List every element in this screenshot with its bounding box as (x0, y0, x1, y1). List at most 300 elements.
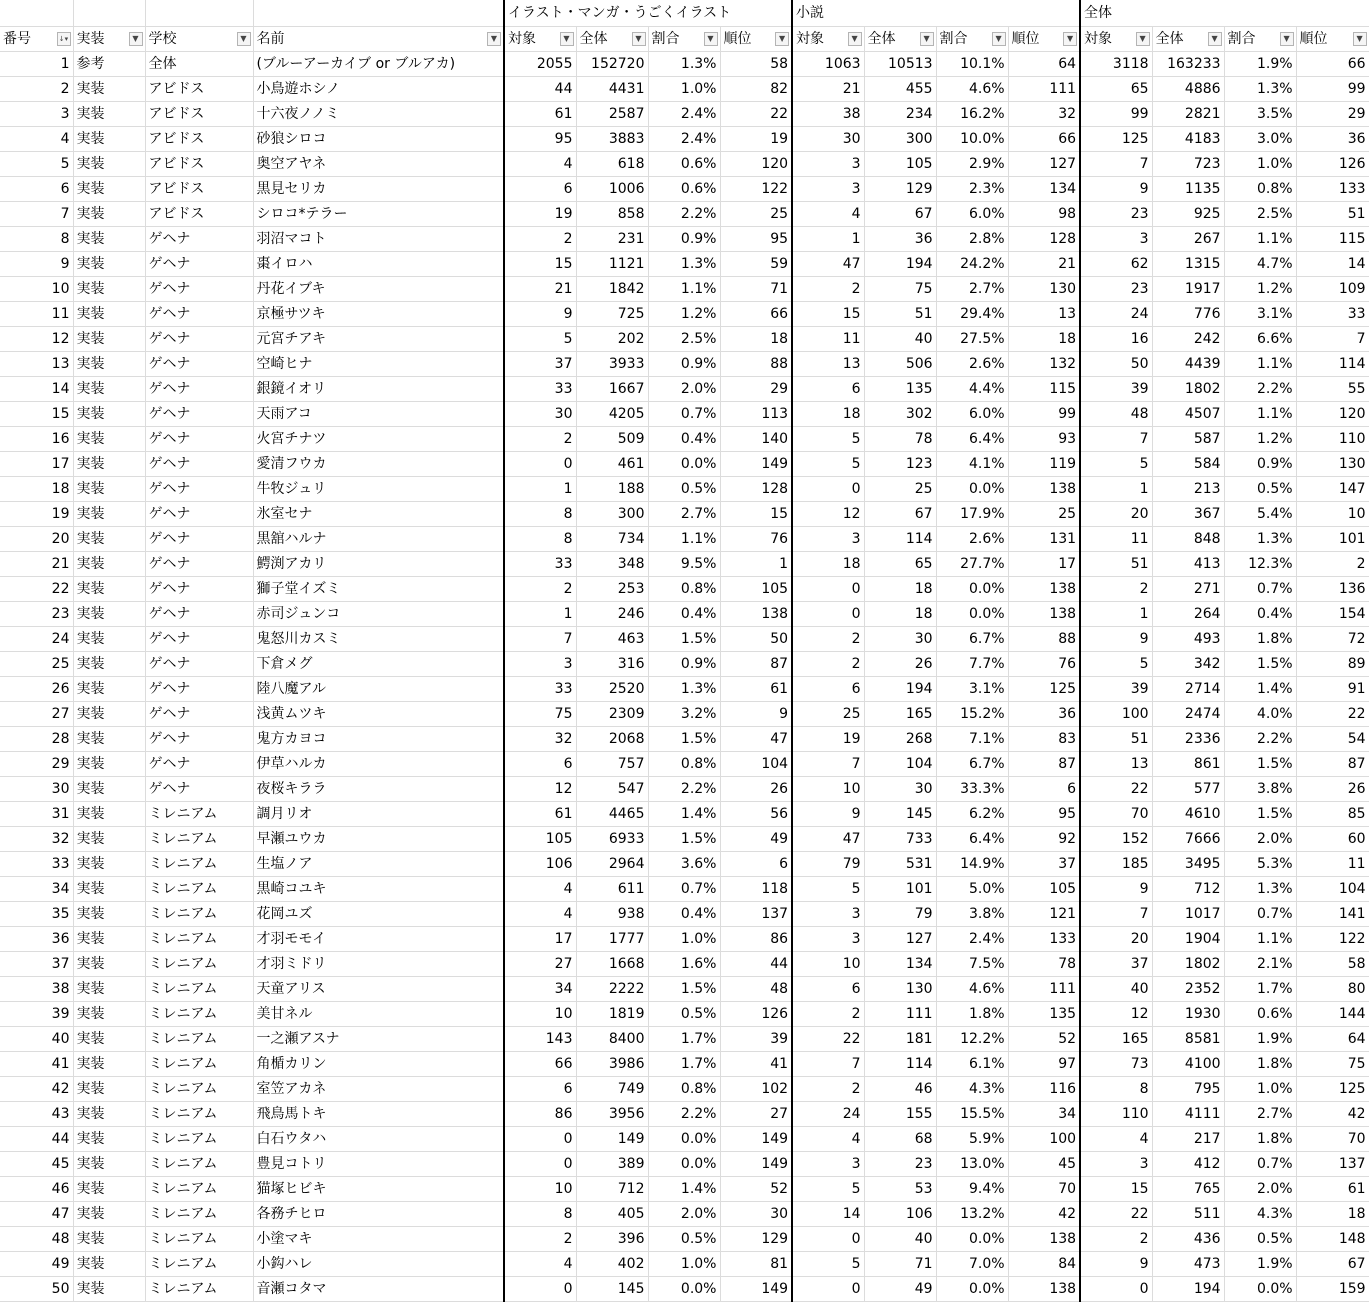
column-header[interactable] (1008, 27, 1080, 52)
table-cell[interactable]: 165 (1080, 1027, 1152, 1052)
table-cell[interactable]: 6 (792, 377, 864, 402)
table-cell[interactable]: 102 (720, 1077, 792, 1102)
table-cell[interactable]: 1315 (1152, 252, 1224, 277)
table-cell[interactable]: 5 (792, 427, 864, 452)
table-cell[interactable]: 185 (1080, 852, 1152, 877)
table-cell[interactable]: 0.4% (1224, 602, 1296, 627)
table-cell[interactable]: 129 (864, 177, 936, 202)
table-cell[interactable]: 実装 (73, 1252, 145, 1277)
table-cell[interactable]: 2352 (1152, 977, 1224, 1002)
table-cell[interactable]: ミレニアム (145, 802, 253, 827)
table-cell[interactable]: 402 (576, 1252, 648, 1277)
table-cell[interactable]: 33 (1296, 302, 1369, 327)
table-cell[interactable]: 29 (1296, 102, 1369, 127)
table-cell[interactable]: 愛清フウカ (253, 452, 504, 477)
table-cell[interactable]: 3 (1080, 1152, 1152, 1177)
table-cell[interactable]: 30 (0, 777, 73, 802)
table-cell[interactable]: 1819 (576, 1002, 648, 1027)
table-cell[interactable]: 50 (0, 1277, 73, 1302)
table-cell[interactable]: 小鈎ハレ (253, 1252, 504, 1277)
table-cell[interactable]: 194 (864, 252, 936, 277)
table-cell[interactable]: ゲヘナ (145, 702, 253, 727)
table-cell[interactable]: ゲヘナ (145, 227, 253, 252)
table-cell[interactable]: 20 (1080, 927, 1152, 952)
table-cell[interactable]: 22 (0, 577, 73, 602)
table-cell[interactable]: 99 (1296, 77, 1369, 102)
table-cell[interactable]: アビドス (145, 127, 253, 152)
table-cell[interactable]: 元宮チアキ (253, 327, 504, 352)
table-cell[interactable]: ゲヘナ (145, 552, 253, 577)
table-cell[interactable]: 実装 (73, 527, 145, 552)
table-cell[interactable]: 47 (792, 252, 864, 277)
table-cell[interactable]: 2.5% (648, 327, 720, 352)
table-cell[interactable]: 111 (864, 1002, 936, 1027)
table-cell[interactable]: 23 (0, 602, 73, 627)
table-cell[interactable]: 15 (0, 402, 73, 427)
table-cell[interactable]: 242 (1152, 327, 1224, 352)
table-cell[interactable]: 2336 (1152, 727, 1224, 752)
table-cell[interactable]: 実装 (73, 177, 145, 202)
table-cell[interactable]: 4 (504, 152, 576, 177)
table-cell[interactable]: ゲヘナ (145, 577, 253, 602)
table-cell[interactable]: 35 (0, 902, 73, 927)
table-cell[interactable]: 114 (864, 527, 936, 552)
table-cell[interactable]: 11 (0, 302, 73, 327)
table-cell[interactable]: 253 (576, 577, 648, 602)
table-cell[interactable]: 7 (1296, 327, 1369, 352)
table-cell[interactable]: 4111 (1152, 1102, 1224, 1127)
table-cell[interactable]: 84 (1008, 1252, 1080, 1277)
table-cell[interactable]: アビドス (145, 202, 253, 227)
table-cell[interactable]: 猫塚ヒビキ (253, 1177, 504, 1202)
table-cell[interactable]: 29.4% (936, 302, 1008, 327)
table-cell[interactable]: 12 (1080, 1002, 1152, 1027)
table-cell[interactable]: 8 (0, 227, 73, 252)
table-cell[interactable]: 67 (864, 202, 936, 227)
table-cell[interactable]: 66 (1008, 127, 1080, 152)
table-cell[interactable]: 3 (792, 927, 864, 952)
table-cell[interactable]: 12 (792, 502, 864, 527)
table-cell[interactable]: 4 (504, 1252, 576, 1277)
table-cell[interactable]: ゲヘナ (145, 602, 253, 627)
table-cell[interactable]: 115 (1008, 377, 1080, 402)
table-cell[interactable]: 25 (1008, 502, 1080, 527)
table-cell[interactable]: 夜桜キララ (253, 777, 504, 802)
table-cell[interactable]: 0.0% (936, 1277, 1008, 1302)
table-cell[interactable]: 130 (1296, 452, 1369, 477)
table-cell[interactable]: ゲヘナ (145, 652, 253, 677)
table-cell[interactable]: 267 (1152, 227, 1224, 252)
table-cell[interactable]: 13 (792, 352, 864, 377)
table-cell[interactable]: 132 (1008, 352, 1080, 377)
table-cell[interactable]: 0.7% (1224, 1152, 1296, 1177)
table-cell[interactable]: 2309 (576, 702, 648, 727)
table-cell[interactable]: 49 (0, 1252, 73, 1277)
table-cell[interactable]: 10.1% (936, 52, 1008, 77)
table-cell[interactable]: 733 (864, 827, 936, 852)
table-cell[interactable]: ミレニアム (145, 1252, 253, 1277)
table-cell[interactable]: 106 (864, 1202, 936, 1227)
table-cell[interactable]: 2.4% (648, 102, 720, 127)
table-cell[interactable]: 実装 (73, 977, 145, 1002)
table-cell[interactable]: 0.0% (936, 602, 1008, 627)
table-cell[interactable]: 473 (1152, 1252, 1224, 1277)
table-cell[interactable]: 98 (1008, 202, 1080, 227)
table-cell[interactable]: 60 (1296, 827, 1369, 852)
table-cell[interactable]: 18 (0, 477, 73, 502)
table-cell[interactable]: 122 (720, 177, 792, 202)
table-cell[interactable]: 17 (0, 452, 73, 477)
table-cell[interactable]: 3 (1080, 227, 1152, 252)
table-cell[interactable]: 5 (792, 1252, 864, 1277)
filter-dropdown-icon[interactable]: ▼ (632, 32, 646, 46)
table-cell[interactable]: ミレニアム (145, 1202, 253, 1227)
table-cell[interactable]: 59 (720, 252, 792, 277)
table-cell[interactable]: 実装 (73, 727, 145, 752)
table-cell[interactable]: 76 (1008, 652, 1080, 677)
table-cell[interactable]: 白石ウタハ (253, 1127, 504, 1152)
table-cell[interactable]: 27.5% (936, 327, 1008, 352)
table-cell[interactable]: 100 (1080, 702, 1152, 727)
table-cell[interactable]: 2 (504, 577, 576, 602)
table-cell[interactable]: 23 (1080, 277, 1152, 302)
table-cell[interactable]: 130 (864, 977, 936, 1002)
table-cell[interactable]: 4.3% (1224, 1202, 1296, 1227)
table-cell[interactable]: 1904 (1152, 927, 1224, 952)
table-cell[interactable]: 140 (720, 427, 792, 452)
table-cell[interactable]: 36 (864, 227, 936, 252)
table-cell[interactable]: 37 (504, 352, 576, 377)
table-cell[interactable]: 70 (1296, 1127, 1369, 1152)
table-cell[interactable]: 獅子堂イズミ (253, 577, 504, 602)
table-cell[interactable]: 95 (1008, 802, 1080, 827)
table-cell[interactable]: 147 (1296, 477, 1369, 502)
table-cell[interactable]: 美甘ネル (253, 1002, 504, 1027)
table-cell[interactable]: 4431 (576, 77, 648, 102)
table-cell[interactable]: 118 (720, 877, 792, 902)
table-cell[interactable]: 66 (1296, 52, 1369, 77)
table-cell[interactable]: 88 (1008, 627, 1080, 652)
table-cell[interactable]: 51 (1080, 552, 1152, 577)
table-cell[interactable]: 全体 (145, 52, 253, 77)
table-cell[interactable]: 73 (1080, 1052, 1152, 1077)
table-cell[interactable]: 163233 (1152, 52, 1224, 77)
table-cell[interactable]: 246 (576, 602, 648, 627)
table-cell[interactable]: 3.2% (648, 702, 720, 727)
table-cell[interactable]: 各務チヒロ (253, 1202, 504, 1227)
table-cell[interactable]: 15.2% (936, 702, 1008, 727)
table-cell[interactable]: 4 (792, 1127, 864, 1152)
table-cell[interactable]: 18 (1008, 327, 1080, 352)
table-cell[interactable]: 12 (504, 777, 576, 802)
table-cell[interactable]: 61 (504, 802, 576, 827)
table-cell[interactable]: 6 (1008, 777, 1080, 802)
table-cell[interactable]: 128 (1008, 227, 1080, 252)
table-cell[interactable]: 2821 (1152, 102, 1224, 127)
table-cell[interactable]: 6 (720, 852, 792, 877)
table-cell[interactable]: 3.0% (1224, 127, 1296, 152)
table-cell[interactable]: 611 (576, 877, 648, 902)
table-cell[interactable]: 1.2% (1224, 277, 1296, 302)
table-cell[interactable]: 39 (0, 1002, 73, 1027)
table-cell[interactable]: ゲヘナ (145, 302, 253, 327)
table-cell[interactable]: 1017 (1152, 902, 1224, 927)
table-cell[interactable]: 実装 (73, 602, 145, 627)
table-cell[interactable]: 18 (864, 577, 936, 602)
table-cell[interactable]: 18 (792, 552, 864, 577)
table-cell[interactable]: 34 (1008, 1102, 1080, 1127)
table-cell[interactable]: 8 (504, 527, 576, 552)
table-cell[interactable]: 734 (576, 527, 648, 552)
table-cell[interactable]: 14 (1296, 252, 1369, 277)
table-cell[interactable]: 79 (864, 902, 936, 927)
table-cell[interactable]: 0.0% (1224, 1277, 1296, 1302)
table-cell[interactable]: 24.2% (936, 252, 1008, 277)
table-cell[interactable]: 61 (504, 102, 576, 127)
table-cell[interactable]: 58 (1296, 952, 1369, 977)
table-cell[interactable]: 1.2% (648, 302, 720, 327)
table-cell[interactable]: 銀鏡イオリ (253, 377, 504, 402)
column-header[interactable] (576, 27, 648, 52)
table-cell[interactable]: 実装 (73, 827, 145, 852)
table-cell[interactable]: 1.3% (1224, 877, 1296, 902)
table-cell[interactable]: ミレニアム (145, 1102, 253, 1127)
table-cell[interactable]: 18 (1296, 1202, 1369, 1227)
table-cell[interactable]: 618 (576, 152, 648, 177)
table-cell[interactable]: 148 (1296, 1227, 1369, 1252)
table-cell[interactable]: 181 (864, 1027, 936, 1052)
table-cell[interactable]: 4.1% (936, 452, 1008, 477)
table-cell[interactable]: ミレニアム (145, 1277, 253, 1302)
table-cell[interactable]: 2.3% (936, 177, 1008, 202)
table-cell[interactable]: 217 (1152, 1127, 1224, 1152)
table-cell[interactable]: 1.5% (648, 827, 720, 852)
column-header[interactable] (1152, 27, 1224, 52)
table-cell[interactable]: 0.5% (648, 1227, 720, 1252)
table-cell[interactable]: 2 (504, 227, 576, 252)
table-cell[interactable]: 154 (1296, 602, 1369, 627)
table-cell[interactable]: 15.5% (936, 1102, 1008, 1127)
table-cell[interactable]: 1 (1080, 477, 1152, 502)
table-cell[interactable]: 0 (504, 1277, 576, 1302)
table-cell[interactable]: 1.5% (1224, 752, 1296, 777)
table-cell[interactable]: 30 (504, 402, 576, 427)
table-cell[interactable]: 231 (576, 227, 648, 252)
table-cell[interactable]: 48 (720, 977, 792, 1002)
table-cell[interactable]: 一之瀬アスナ (253, 1027, 504, 1052)
table-cell[interactable]: 0.5% (1224, 1227, 1296, 1252)
table-cell[interactable]: 33 (504, 552, 576, 577)
table-cell[interactable]: 114 (1296, 352, 1369, 377)
table-cell[interactable]: 776 (1152, 302, 1224, 327)
table-cell[interactable]: 3 (792, 902, 864, 927)
table-cell[interactable]: 2 (1080, 1227, 1152, 1252)
table-cell[interactable]: ゲヘナ (145, 677, 253, 702)
table-cell[interactable]: 8581 (1152, 1027, 1224, 1052)
table-cell[interactable]: 26 (720, 777, 792, 802)
table-cell[interactable]: 9 (1080, 1252, 1152, 1277)
table-cell[interactable]: 6.2% (936, 802, 1008, 827)
filter-dropdown-icon[interactable]: ▼ (1063, 32, 1077, 46)
table-cell[interactable]: 54 (1296, 727, 1369, 752)
table-cell[interactable]: 75 (864, 277, 936, 302)
table-cell[interactable]: 584 (1152, 452, 1224, 477)
table-cell[interactable]: 黒見セリカ (253, 177, 504, 202)
table-cell[interactable]: 浅黄ムツキ (253, 702, 504, 727)
table-cell[interactable]: 141 (1296, 902, 1369, 927)
table-cell[interactable]: 鬼方カヨコ (253, 727, 504, 752)
table-cell[interactable]: 1.0% (1224, 1077, 1296, 1102)
table-cell[interactable]: 0.0% (936, 1227, 1008, 1252)
table-cell[interactable]: 2222 (576, 977, 648, 1002)
table-cell[interactable]: ゲヘナ (145, 327, 253, 352)
table-cell[interactable]: 4183 (1152, 127, 1224, 152)
table-cell[interactable]: 実装 (73, 1177, 145, 1202)
table-cell[interactable]: ミレニアム (145, 877, 253, 902)
table-cell[interactable]: 10.0% (936, 127, 1008, 152)
table-cell[interactable]: 5 (792, 452, 864, 477)
table-cell[interactable]: 39 (1080, 677, 1152, 702)
table-cell[interactable]: 78 (864, 427, 936, 452)
table-cell[interactable]: 0.4% (648, 602, 720, 627)
table-cell[interactable]: 才羽モモイ (253, 927, 504, 952)
table-cell[interactable]: 120 (720, 152, 792, 177)
column-header[interactable] (504, 27, 576, 52)
table-cell[interactable]: 0.7% (648, 402, 720, 427)
table-cell[interactable]: 27 (0, 702, 73, 727)
table-cell[interactable]: 95 (720, 227, 792, 252)
table-cell[interactable]: 21 (0, 552, 73, 577)
table-cell[interactable]: 実装 (73, 677, 145, 702)
table-cell[interactable]: 2055 (504, 52, 576, 77)
table-cell[interactable]: 鰐渕アカリ (253, 552, 504, 577)
table-cell[interactable]: 93 (1008, 427, 1080, 452)
table-cell[interactable]: 4439 (1152, 352, 1224, 377)
table-cell[interactable]: 10513 (864, 52, 936, 77)
table-cell[interactable]: 9 (1080, 177, 1152, 202)
table-cell[interactable]: 13.0% (936, 1152, 1008, 1177)
table-cell[interactable]: 72 (1296, 627, 1369, 652)
table-cell[interactable]: 145 (864, 802, 936, 827)
table-cell[interactable]: 実装 (73, 377, 145, 402)
column-header[interactable] (1296, 27, 1369, 52)
table-cell[interactable]: 9 (504, 302, 576, 327)
table-cell[interactable]: 10 (792, 777, 864, 802)
table-cell[interactable]: 0.7% (648, 877, 720, 902)
table-cell[interactable]: 3956 (576, 1102, 648, 1127)
table-cell[interactable]: 1.3% (648, 677, 720, 702)
table-cell[interactable]: 15 (792, 302, 864, 327)
table-cell[interactable]: 122 (1296, 927, 1369, 952)
table-cell[interactable]: 4.4% (936, 377, 1008, 402)
table-cell[interactable]: 4465 (576, 802, 648, 827)
table-cell[interactable]: 1063 (792, 52, 864, 77)
table-cell[interactable]: 7 (792, 752, 864, 777)
table-cell[interactable]: 509 (576, 427, 648, 452)
table-cell[interactable]: 3.6% (648, 852, 720, 877)
group-header-illust[interactable]: イラスト・マンガ・うごくイラスト (504, 0, 792, 27)
table-cell[interactable]: 2474 (1152, 702, 1224, 727)
table-cell[interactable]: 伊草ハルカ (253, 752, 504, 777)
table-cell[interactable]: 127 (1008, 152, 1080, 177)
table-cell[interactable]: 795 (1152, 1077, 1224, 1102)
table-cell[interactable]: 66 (504, 1052, 576, 1077)
table-cell[interactable]: 12.3% (1224, 552, 1296, 577)
table-cell[interactable]: 2.4% (936, 927, 1008, 952)
table-cell[interactable]: 3 (792, 177, 864, 202)
table-cell[interactable]: 3883 (576, 127, 648, 152)
table-cell[interactable]: ゲヘナ (145, 777, 253, 802)
table-cell[interactable]: 53 (864, 1177, 936, 1202)
table-cell[interactable]: 生塩ノア (253, 852, 504, 877)
table-cell[interactable]: 0.9% (648, 352, 720, 377)
table-cell[interactable]: 2.2% (1224, 727, 1296, 752)
table-cell[interactable]: 152720 (576, 52, 648, 77)
table-cell[interactable]: ゲヘナ (145, 627, 253, 652)
table-cell[interactable]: 511 (1152, 1202, 1224, 1227)
table-cell[interactable]: 17 (1008, 552, 1080, 577)
table-cell[interactable]: 2.7% (648, 502, 720, 527)
table-cell[interactable]: 0.6% (648, 177, 720, 202)
table-cell[interactable]: 7666 (1152, 827, 1224, 852)
table-cell[interactable]: 実装 (73, 627, 145, 652)
table-cell[interactable]: 才羽ミドリ (253, 952, 504, 977)
table-cell[interactable]: 4100 (1152, 1052, 1224, 1077)
table-cell[interactable]: 1842 (576, 277, 648, 302)
table-cell[interactable]: 925 (1152, 202, 1224, 227)
table-cell[interactable]: 1.5% (1224, 652, 1296, 677)
table-cell[interactable]: 316 (576, 652, 648, 677)
table-cell[interactable]: 34 (504, 977, 576, 1002)
table-cell[interactable]: 30 (720, 1202, 792, 1227)
table-cell[interactable]: 119 (1008, 452, 1080, 477)
table-cell[interactable]: 145 (576, 1277, 648, 1302)
table-cell[interactable]: 46 (0, 1177, 73, 1202)
table-cell[interactable]: 0 (792, 602, 864, 627)
table-cell[interactable]: 16 (1080, 327, 1152, 352)
column-header[interactable] (936, 27, 1008, 52)
table-cell[interactable]: 99 (1008, 402, 1080, 427)
table-cell[interactable]: ミレニアム (145, 952, 253, 977)
table-cell[interactable]: アビドス (145, 77, 253, 102)
filter-dropdown-icon[interactable]: ▼ (1136, 32, 1150, 46)
table-cell[interactable]: ミレニアム (145, 1127, 253, 1152)
table-cell[interactable]: 70 (1080, 802, 1152, 827)
table-cell[interactable]: 76 (720, 527, 792, 552)
table-cell[interactable]: 25 (864, 477, 936, 502)
table-cell[interactable]: 4886 (1152, 77, 1224, 102)
table-cell[interactable]: 302 (864, 402, 936, 427)
table-cell[interactable]: 47 (792, 827, 864, 852)
table-cell[interactable]: 9.4% (936, 1177, 1008, 1202)
table-cell[interactable]: 2.0% (1224, 1177, 1296, 1202)
table-cell[interactable]: 9 (0, 252, 73, 277)
table-cell[interactable]: 2.6% (936, 352, 1008, 377)
table-cell[interactable]: 羽沼マコト (253, 227, 504, 252)
table-cell[interactable]: 348 (576, 552, 648, 577)
table-cell[interactable]: 300 (864, 127, 936, 152)
table-cell[interactable]: 138 (1008, 1277, 1080, 1302)
table-cell[interactable]: 52 (1008, 1027, 1080, 1052)
table-cell[interactable]: 149 (720, 1152, 792, 1177)
table-cell[interactable]: 2 (792, 1077, 864, 1102)
table-cell[interactable]: 0.9% (648, 227, 720, 252)
table-cell[interactable]: 2.0% (648, 1202, 720, 1227)
table-cell[interactable]: ゲヘナ (145, 752, 253, 777)
table-cell[interactable]: 19 (504, 202, 576, 227)
table-cell[interactable]: 0.4% (648, 902, 720, 927)
table-cell[interactable]: 丹花イブキ (253, 277, 504, 302)
